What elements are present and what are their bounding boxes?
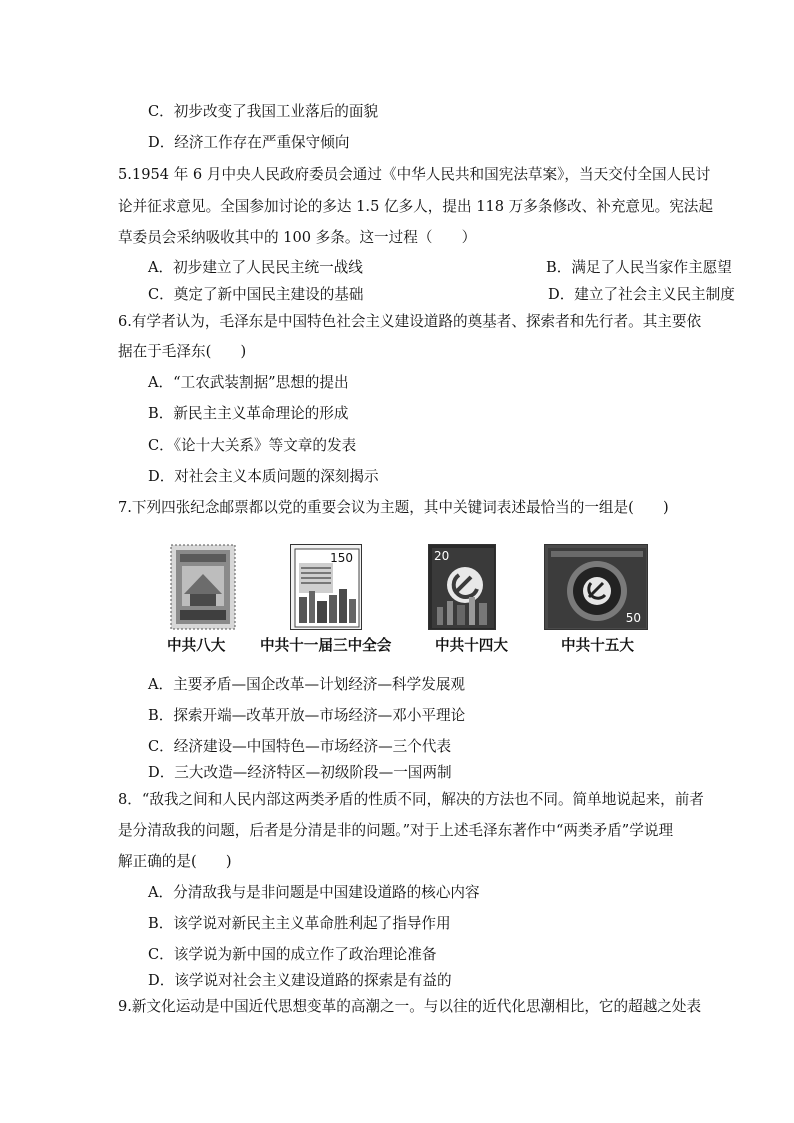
stamp-14th-congress-value: 20	[434, 549, 450, 563]
stamp-14th-congress	[428, 544, 496, 630]
q4-option-c: C．初步改变了我国工业落后的面貌	[148, 103, 379, 120]
q8-option-d: D．该学说对社会主义建设道路的探索是有益的	[148, 972, 452, 989]
q6-option-d: D．对社会主义本质问题的深刻揭示	[148, 468, 379, 485]
stamp-15th-congress-value: 50	[625, 611, 641, 625]
q5-stem-line3: 草委员会采纳吸收其中的 100 多条。这一过程（ ）	[118, 229, 477, 246]
q5-option-a: A．初步建立了人民民主统一战线	[148, 259, 363, 276]
q7-option-d: D．三大改造—经济特区—初级阶段—一国两制	[148, 764, 452, 781]
q7-stem: 7.下列四张纪念邮票都以党的重要会议为主题，其中关键词表述最恰当的一组是( )	[118, 499, 669, 516]
q5-stem-line1: 5.1954 年 6 月中央人民政府委员会通过《中华人民共和国宪法草案》，当天交付全国人民讨	[118, 166, 711, 183]
q5-option-b: B．满足了人民当家作主愿望	[546, 259, 732, 276]
q4-option-d: D．经济工作存在严重保守倾向	[148, 134, 350, 151]
stamp-11th-3rd-plenum-value: 150	[330, 551, 353, 565]
q5-option-c: C．奠定了新中国民主建设的基础	[148, 286, 364, 303]
q9-stem-line1: 9.新文化运动是中国近代思想变革的高潮之一。与以往的近代化思潮相比，它的超越之处表	[118, 998, 702, 1015]
stamp-caption-8th: 中共八大	[167, 637, 226, 654]
q7-option-a: A．主要矛盾—国企改革—计划经济—科学发展观	[148, 676, 466, 693]
q8-option-b: B．该学说对新民主主义革命胜利起了指导作用	[148, 915, 451, 932]
q6-stem-line2: 据在于毛泽东( )	[118, 343, 247, 360]
q5-option-d: D．建立了社会主义民主制度	[548, 286, 735, 303]
stamp-11th-3rd-plenum	[290, 544, 362, 630]
q6-stem-line1: 6.有学者认为，毛泽东是中国特色社会主义建设道路的奠基者、探索者和先行者。其主要依	[118, 313, 702, 330]
stamp-15th-congress	[544, 544, 648, 630]
q8-option-c: C．该学说为新中国的成立作了政治理论准备	[148, 946, 437, 963]
q5-stem-line2: 论并征求意见。全国参加讨论的多达 1.5 亿多人，提出 118 万多条修改、补充意见。宪法起	[118, 198, 713, 215]
q8-stem-line1: 8．“敌我之间和人民内部这两类矛盾的性质不同，解决的方法也不同。简单地说起来，前者	[118, 791, 704, 808]
q8-stem-line3: 解正确的是( )	[118, 853, 232, 870]
stamp-caption-11th: 中共十一届三中全会	[260, 637, 392, 654]
q7-option-b: B．探索开端—改革开放—市场经济—邓小平理论	[148, 707, 466, 724]
q5-options-row2	[148, 285, 735, 305]
q7-option-c: C．经济建设—中国特色—市场经济—三个代表	[148, 738, 452, 755]
q6-option-c: C．《论十大关系》等文章的发表	[148, 437, 357, 454]
q8-stem-line2: 是分清敌我的问题，后者是分清是非的问题。”对于上述毛泽东著作中“两类矛盾”学说理	[118, 822, 674, 839]
stamp-8th-congress-image	[170, 544, 236, 630]
stamp-caption-15th: 中共十五大	[561, 637, 634, 654]
stamp-8th-congress	[170, 544, 236, 630]
q6-option-a: A．“工农武装割据”思想的提出	[148, 374, 349, 391]
stamp-caption-14th: 中共十四大	[435, 637, 508, 654]
q6-option-b: B．新民主主义革命理论的形成	[148, 405, 349, 422]
q8-option-a: A．分清敌我与是非问题是中国建设道路的核心内容	[148, 884, 480, 901]
q5-options-row1	[148, 258, 732, 278]
